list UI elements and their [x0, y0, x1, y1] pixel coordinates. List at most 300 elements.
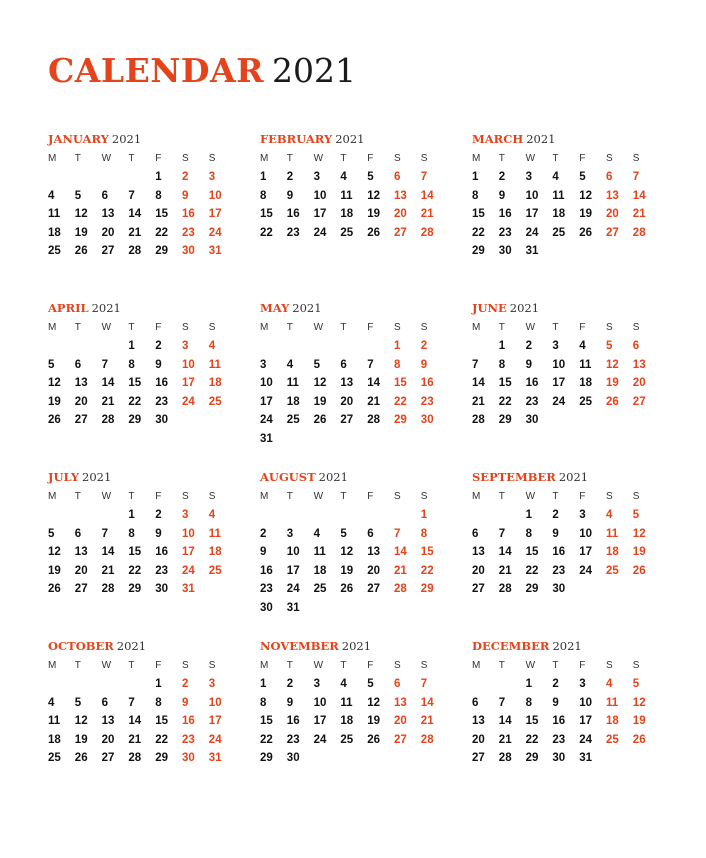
- day-cell: 26: [340, 583, 354, 595]
- month-october: [48, 638, 248, 788]
- day-cell: 28: [128, 245, 142, 257]
- day-cell: 4: [208, 509, 216, 521]
- weekday-label: S: [182, 491, 189, 502]
- weekday-label: S: [208, 660, 216, 671]
- day-cell: 26: [48, 583, 61, 595]
- day-cell: 10: [552, 358, 566, 371]
- day-cell: 16: [525, 377, 539, 389]
- weekday-label: T: [552, 322, 559, 333]
- month-year: 2021: [526, 132, 556, 146]
- day-cell: 1: [472, 171, 479, 183]
- day-cell: 2: [182, 171, 189, 183]
- day-cell: 12: [606, 358, 619, 371]
- title-main: CALENDAR: [48, 51, 265, 90]
- day-cell: 26: [367, 733, 380, 746]
- weekday-label: M: [472, 153, 481, 164]
- day-cell: 26: [48, 414, 61, 426]
- day-cell: 10: [579, 527, 592, 540]
- day-cell: 27: [472, 583, 485, 595]
- day-cell: 28: [498, 752, 512, 764]
- day-cell: 8: [525, 527, 532, 540]
- day-cell: 30: [286, 752, 300, 764]
- weekday-label: M: [472, 660, 481, 671]
- day-cell: 30: [155, 414, 168, 426]
- month-year: 2021: [318, 470, 348, 484]
- day-cell: 11: [208, 527, 221, 540]
- day-cell: 18: [340, 715, 354, 727]
- day-cell: 31: [208, 245, 222, 257]
- day-cell: 18: [606, 546, 619, 558]
- month-may: [260, 300, 460, 450]
- day-cell: 24: [579, 564, 592, 577]
- day-cell: 27: [472, 752, 485, 764]
- day-cell: 11: [579, 358, 592, 371]
- day-cell: 7: [128, 189, 135, 202]
- day-cell: 13: [101, 208, 115, 220]
- day-cell: 2: [155, 509, 162, 521]
- day-cell: 7: [420, 171, 428, 183]
- weekday-label: T: [552, 660, 559, 671]
- weekday-label: S: [606, 322, 613, 333]
- day-cell: 29: [525, 583, 539, 595]
- day-cell: 24: [313, 733, 327, 746]
- month-july: [48, 469, 248, 619]
- day-cell: 9: [155, 358, 162, 371]
- day-cell: 6: [74, 527, 82, 540]
- day-cell: 1: [260, 171, 267, 183]
- day-cell: 10: [313, 189, 327, 202]
- day-cell: 10: [182, 527, 195, 540]
- day-cell: 5: [313, 358, 320, 371]
- day-cell: 5: [74, 189, 82, 202]
- day-cell: 24: [313, 226, 327, 239]
- day-cell: 29: [472, 245, 485, 257]
- day-cell: 21: [472, 395, 485, 408]
- day-cell: 13: [472, 546, 485, 558]
- day-cell: 7: [367, 358, 374, 371]
- day-cell: 28: [632, 226, 646, 239]
- day-cell: 24: [182, 395, 195, 408]
- day-cell: 22: [155, 226, 168, 239]
- day-cell: 22: [155, 733, 168, 746]
- day-cell: 28: [101, 414, 115, 426]
- day-cell: 9: [260, 546, 267, 558]
- day-cell: 22: [525, 564, 539, 577]
- day-cell: 22: [420, 564, 434, 577]
- day-cell: 14: [472, 377, 485, 389]
- day-cell: 27: [74, 583, 88, 595]
- weekday-label: F: [579, 322, 586, 333]
- day-cell: 15: [128, 377, 142, 389]
- day-cell: 17: [579, 715, 592, 727]
- month-title: [48, 300, 121, 316]
- month-title: [260, 638, 371, 654]
- day-cell: 16: [182, 208, 195, 220]
- weekday-label: W: [313, 660, 324, 671]
- weekday-label: W: [101, 660, 112, 671]
- weekday-label: W: [313, 491, 324, 502]
- day-cell: 11: [48, 715, 61, 727]
- day-cell: 21: [128, 226, 142, 239]
- day-cell: 3: [208, 171, 216, 183]
- day-cell: 2: [182, 678, 189, 690]
- day-cell: 14: [101, 546, 115, 558]
- day-cell: 10: [208, 696, 222, 709]
- weekday-label: T: [340, 491, 347, 502]
- weekday-label: S: [394, 153, 401, 164]
- day-cell: 25: [313, 583, 327, 595]
- day-cell: 14: [420, 696, 434, 709]
- month-name: OCTOBER: [48, 639, 114, 653]
- day-cell: 17: [525, 208, 539, 220]
- day-cell: 23: [286, 226, 300, 239]
- weekday-label: S: [606, 153, 613, 164]
- day-cell: 10: [525, 189, 539, 202]
- month-year: 2021: [341, 639, 372, 653]
- day-cell: 26: [579, 226, 592, 239]
- day-cell: 19: [367, 208, 380, 220]
- day-cell: 31: [182, 583, 195, 595]
- day-cell: 23: [155, 564, 168, 577]
- day-cell: 7: [632, 171, 640, 183]
- day-cell: 20: [472, 733, 485, 746]
- day-cell: 4: [286, 358, 294, 371]
- month-name: JANUARY: [48, 132, 109, 146]
- weekday-label: W: [525, 660, 536, 671]
- weekday-label: T: [128, 153, 135, 164]
- month-september: [472, 469, 672, 619]
- month-title: [48, 469, 111, 485]
- day-cell: 12: [579, 189, 592, 202]
- weekday-label: S: [208, 153, 216, 164]
- weekday-label: F: [155, 491, 162, 502]
- day-cell: 29: [155, 245, 168, 257]
- day-cell: 24: [286, 583, 300, 595]
- month-name: APRIL: [48, 301, 89, 315]
- weekday-label: T: [286, 153, 293, 164]
- day-cell: 4: [606, 678, 613, 690]
- day-cell: 22: [394, 395, 407, 408]
- day-cell: 25: [48, 752, 61, 764]
- day-cell: 21: [128, 733, 142, 746]
- day-cell: 19: [579, 208, 592, 220]
- day-cell: 18: [48, 733, 61, 746]
- day-cell: 27: [74, 414, 88, 426]
- day-cell: 21: [101, 395, 115, 408]
- weekday-label: S: [182, 660, 189, 671]
- weekday-label: F: [155, 153, 162, 164]
- weekday-label: F: [155, 322, 162, 333]
- day-cell: 15: [420, 546, 434, 558]
- day-cell: 15: [155, 208, 168, 220]
- day-cell: 18: [208, 377, 222, 389]
- day-cell: 22: [498, 395, 512, 408]
- day-cell: 10: [286, 546, 300, 558]
- month-title: [48, 131, 141, 147]
- day-cell: 6: [472, 527, 479, 540]
- month-august: [260, 469, 460, 619]
- day-cell: 14: [632, 189, 646, 202]
- day-cell: 3: [260, 358, 267, 371]
- weekday-label: M: [260, 153, 269, 164]
- day-cell: 8: [155, 189, 162, 202]
- day-cell: 19: [48, 564, 61, 577]
- day-cell: 3: [208, 678, 216, 690]
- weekday-label: T: [128, 660, 135, 671]
- day-cell: 27: [606, 226, 619, 239]
- day-cell: 20: [101, 226, 115, 239]
- weekday-label: T: [498, 153, 505, 164]
- day-cell: 22: [525, 733, 539, 746]
- day-cell: 20: [394, 715, 407, 727]
- weekday-label: S: [208, 491, 216, 502]
- day-cell: 9: [498, 189, 506, 202]
- day-cell: 25: [606, 733, 619, 746]
- day-cell: 10: [260, 377, 273, 389]
- weekday-label: W: [101, 491, 112, 502]
- day-cell: 18: [286, 395, 300, 408]
- weekday-label: T: [286, 491, 293, 502]
- day-cell: 21: [498, 733, 512, 746]
- day-cell: 23: [155, 395, 168, 408]
- weekday-label: F: [367, 660, 374, 671]
- day-cell: 19: [340, 564, 354, 577]
- month-title: [260, 300, 322, 316]
- day-cell: 14: [394, 546, 407, 558]
- day-cell: 20: [74, 564, 88, 577]
- day-cell: 6: [606, 171, 613, 183]
- day-cell: 8: [128, 527, 135, 540]
- day-cell: 15: [155, 715, 168, 727]
- day-cell: 6: [340, 358, 347, 371]
- day-cell: 6: [632, 340, 640, 352]
- day-cell: 12: [74, 208, 88, 220]
- weekday-label: S: [632, 153, 640, 164]
- weekday-label: T: [340, 322, 347, 333]
- weekday-label: S: [208, 322, 216, 333]
- month-name: AUGUST: [260, 470, 316, 484]
- day-cell: 20: [632, 377, 646, 389]
- day-cell: 31: [579, 752, 592, 764]
- day-cell: 20: [340, 395, 354, 408]
- month-march: [472, 131, 672, 281]
- day-cell: 10: [579, 696, 592, 709]
- day-cell: 23: [182, 226, 195, 239]
- weekday-label: W: [525, 153, 536, 164]
- day-cell: 15: [128, 546, 142, 558]
- day-cell: 24: [579, 733, 592, 746]
- month-title: [260, 131, 365, 147]
- day-cell: 11: [340, 189, 353, 202]
- day-cell: 30: [552, 583, 566, 595]
- day-cell: 2: [286, 171, 294, 183]
- day-cell: 3: [182, 509, 189, 521]
- weekday-label: F: [367, 153, 374, 164]
- day-cell: 13: [74, 377, 88, 389]
- weekday-label: T: [498, 660, 505, 671]
- day-cell: 4: [552, 171, 559, 183]
- day-cell: 19: [606, 377, 619, 389]
- day-cell: 8: [472, 189, 479, 202]
- weekday-label: M: [260, 322, 269, 333]
- day-cell: 22: [128, 564, 142, 577]
- day-cell: 7: [472, 358, 479, 371]
- day-cell: 21: [632, 208, 646, 220]
- day-cell: 25: [606, 564, 619, 577]
- month-title: [472, 469, 588, 485]
- day-cell: 12: [632, 696, 646, 709]
- day-cell: 18: [313, 564, 327, 577]
- day-cell: 18: [606, 715, 619, 727]
- day-cell: 19: [74, 226, 88, 239]
- day-cell: 21: [420, 208, 434, 220]
- day-cell: 7: [128, 696, 135, 709]
- month-december: [472, 638, 672, 788]
- day-cell: 16: [155, 546, 168, 558]
- weekday-label: F: [367, 322, 374, 333]
- day-cell: 13: [632, 358, 646, 371]
- day-cell: 29: [394, 414, 407, 426]
- day-cell: 25: [48, 245, 61, 257]
- day-cell: 23: [525, 395, 539, 408]
- day-cell: 29: [155, 752, 168, 764]
- day-cell: 7: [394, 527, 401, 540]
- month-name: MARCH: [472, 132, 524, 146]
- day-cell: 19: [313, 395, 327, 408]
- month-june: [472, 300, 672, 450]
- weekday-label: S: [420, 322, 428, 333]
- day-cell: 16: [260, 564, 273, 577]
- weekday-label: W: [313, 153, 324, 164]
- day-cell: 23: [552, 733, 566, 746]
- weekday-label: T: [498, 322, 505, 333]
- weekday-label: T: [498, 491, 505, 502]
- day-cell: 8: [525, 696, 532, 709]
- day-cell: 3: [182, 340, 189, 352]
- day-cell: 16: [420, 377, 434, 389]
- day-cell: 11: [552, 189, 565, 202]
- day-cell: 2: [498, 171, 506, 183]
- day-cell: 1: [128, 509, 135, 521]
- weekday-label: S: [632, 491, 640, 502]
- weekday-label: S: [420, 153, 428, 164]
- day-cell: 5: [48, 527, 55, 540]
- day-cell: 9: [182, 696, 189, 709]
- day-cell: 17: [208, 208, 222, 220]
- month-year: 2021: [509, 301, 540, 315]
- weekday-label: W: [525, 491, 536, 502]
- day-cell: 22: [260, 226, 273, 239]
- weekday-label: F: [579, 153, 586, 164]
- day-cell: 21: [101, 564, 115, 577]
- day-cell: 2: [155, 340, 162, 352]
- day-cell: 27: [101, 245, 115, 257]
- weekday-label: T: [286, 322, 293, 333]
- day-cell: 15: [498, 377, 512, 389]
- day-cell: 13: [74, 546, 88, 558]
- day-cell: 28: [128, 752, 142, 764]
- day-cell: 20: [472, 564, 485, 577]
- month-year: 2021: [558, 470, 589, 484]
- day-cell: 30: [182, 245, 195, 257]
- day-cell: 29: [128, 414, 142, 426]
- day-cell: 25: [340, 226, 354, 239]
- day-cell: 27: [367, 583, 380, 595]
- day-cell: 13: [340, 377, 354, 389]
- day-cell: 5: [367, 678, 374, 690]
- day-cell: 13: [101, 715, 115, 727]
- day-cell: 24: [525, 226, 539, 239]
- day-cell: 20: [101, 733, 115, 746]
- day-cell: 30: [552, 752, 566, 764]
- day-cell: 11: [286, 377, 299, 389]
- day-cell: 22: [260, 733, 273, 746]
- day-cell: 8: [394, 358, 401, 371]
- day-cell: 12: [48, 546, 61, 558]
- day-cell: 16: [182, 715, 195, 727]
- weekday-label: T: [552, 153, 559, 164]
- month-year: 2021: [292, 301, 322, 315]
- day-cell: 19: [74, 733, 88, 746]
- day-cell: 5: [48, 358, 55, 371]
- weekday-label: T: [74, 153, 81, 164]
- day-cell: 7: [420, 678, 428, 690]
- day-cell: 31: [286, 601, 300, 614]
- day-cell: 17: [579, 546, 592, 558]
- day-cell: 5: [632, 678, 640, 690]
- weekday-label: T: [128, 491, 135, 502]
- day-cell: 10: [208, 189, 222, 202]
- day-cell: 11: [48, 208, 61, 220]
- weekday-label: F: [367, 491, 374, 502]
- day-cell: 9: [525, 358, 532, 371]
- day-cell: 11: [606, 527, 619, 540]
- day-cell: 8: [155, 696, 162, 709]
- day-cell: 17: [313, 208, 327, 220]
- day-cell: 1: [394, 340, 401, 352]
- day-cell: 18: [579, 377, 592, 389]
- month-year: 2021: [552, 639, 582, 653]
- month-year: 2021: [82, 470, 112, 484]
- day-cell: 22: [128, 395, 142, 408]
- day-cell: 21: [420, 715, 434, 727]
- day-cell: 3: [286, 527, 294, 540]
- day-cell: 17: [286, 564, 300, 577]
- day-cell: 8: [260, 696, 267, 709]
- day-cell: 12: [632, 527, 646, 540]
- day-cell: 2: [286, 678, 294, 690]
- day-cell: 27: [101, 752, 115, 764]
- day-cell: 10: [182, 358, 195, 371]
- day-cell: 19: [632, 715, 646, 727]
- day-cell: 13: [367, 546, 380, 558]
- day-cell: 12: [313, 377, 327, 389]
- weekday-label: S: [394, 491, 401, 502]
- day-cell: 20: [367, 564, 380, 577]
- day-cell: 8: [420, 527, 428, 540]
- day-cell: 6: [101, 696, 108, 709]
- month-february: [260, 131, 460, 281]
- month-title: [472, 300, 539, 316]
- day-cell: 25: [552, 226, 566, 239]
- day-cell: 29: [498, 414, 512, 426]
- day-cell: 12: [367, 696, 380, 709]
- month-name: NOVEMBER: [260, 639, 339, 653]
- day-cell: 16: [155, 377, 168, 389]
- day-cell: 28: [101, 583, 115, 595]
- day-cell: 2: [552, 678, 559, 690]
- weekday-label: T: [552, 491, 559, 502]
